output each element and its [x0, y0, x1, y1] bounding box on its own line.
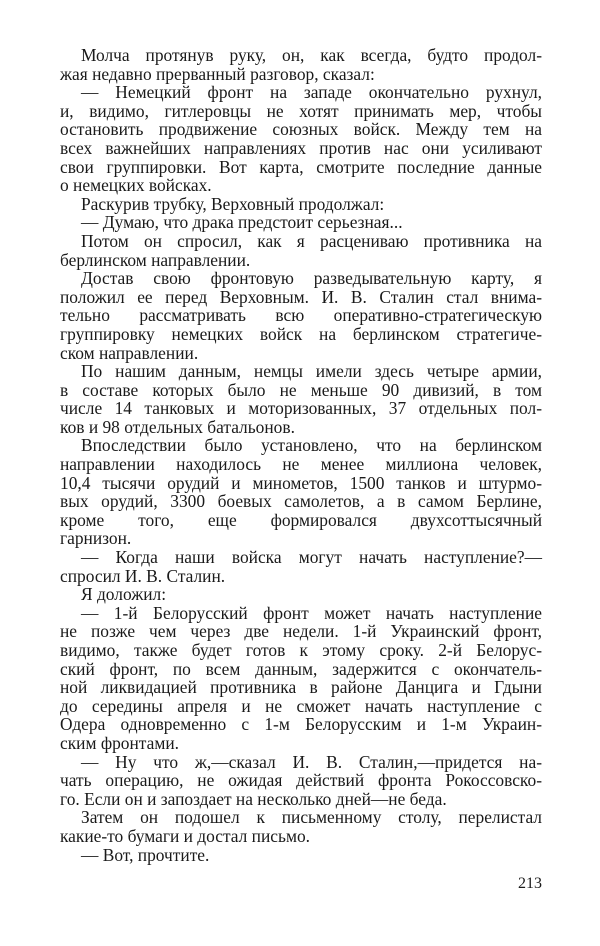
paragraph	[60, 213, 542, 232]
text-line: ский фронт, по всем данным, задержится с окончатель-	[60, 658, 542, 679]
text-line: ной ликвидацией противника в районе Данцига и Гдыни	[60, 677, 542, 698]
text-line: жая недавно прерванный разговор, сказал:	[60, 63, 375, 84]
text-line: 10,4 тысячи орудий и минометов, 1500 танков и штурмо-	[60, 472, 542, 493]
text-line: тельно рассматривать всю оперативно-стратегическую	[60, 305, 542, 326]
text-line: направлении находилось не менее миллиона человек,	[60, 454, 542, 475]
text-line: группировку немецких войск на берлинском стратегиче-	[60, 323, 542, 344]
text-line: По нашим данным, немцы имели здесь четыре армии,	[81, 361, 542, 382]
page-number: 213	[518, 875, 542, 892]
paragraph	[60, 362, 542, 436]
text-line: — Ну что ж,—сказал И. В. Сталин,—придется на-	[81, 751, 542, 772]
text-line: — Немецкий фронт на западе окончательно рухнул,	[81, 82, 542, 103]
paragraph	[60, 846, 542, 865]
text-line: какие-то бумаги и достал письмо.	[60, 825, 310, 846]
text-line: вых орудий, 3300 боевых самолетов, а в самом Берлине,	[60, 491, 542, 512]
text-line: Затем он подошел к письменному столу, перелистал	[81, 807, 542, 828]
text-line: Потом он спросил, как я расцениваю противника на	[81, 230, 542, 251]
paragraph	[60, 83, 542, 195]
text-line: Одера одновременно с 1-м Белорусским и 1-м Украин-	[60, 714, 542, 735]
text-line: чать операцию, не ожидая действий фронта Рокоссовско-	[60, 770, 542, 791]
text-line: свои группировки. Вот карта, смотрите последние данные	[60, 156, 542, 177]
text-line: кроме того, еще формировался двухсоттысячный	[60, 509, 542, 530]
text-line: спросил И. В. Сталин.	[60, 565, 226, 586]
paragraph	[60, 753, 542, 809]
text-line: — Когда наши войска могут начать наступление?—	[81, 547, 542, 568]
text-line: всех важнейших направлениях против нас они усиливают	[60, 137, 542, 158]
text-line: ским фронтами.	[60, 732, 179, 753]
text-line: го. Если он и запоздает на несколько дней—не беда.	[60, 788, 447, 809]
text-line: Достав свою фронтовую разведывательную карту, я	[81, 268, 542, 289]
text-line: — Вот, прочтите.	[81, 844, 210, 865]
paragraph	[60, 604, 542, 753]
text-line: положил ее перед Верховным. И. В. Сталин стал внима-	[60, 286, 542, 307]
paragraph	[60, 195, 542, 214]
text-line: о немецких войсках.	[60, 175, 212, 196]
text-line: берлинском направлении.	[60, 249, 251, 270]
text-line: — Думаю, что драка предстоит серьезная...	[81, 212, 403, 233]
paragraph	[60, 585, 542, 604]
paragraph	[60, 548, 542, 585]
text-line: не позже чем через две недели. 1-й Украинский фронт,	[60, 621, 542, 642]
text-line: в составе которых было не меньше 90 дивизий, в том	[60, 379, 542, 400]
paragraph	[60, 46, 542, 83]
text-line: видимо, также будет готов к этому сроку. 2-й Белорус-	[60, 640, 542, 660]
paragraph	[60, 808, 542, 845]
text-line: Впоследствии было установлено, что на берлинском	[81, 435, 542, 456]
paragraph	[60, 436, 542, 548]
text-line: — 1-й Белорусский фронт может начать наступление	[81, 602, 542, 623]
text-line: и, видимо, гитлеровцы не хотят принимать мер, чтобы	[60, 100, 542, 121]
paragraph	[60, 269, 542, 362]
text-line: до середины апреля и не сможет начать наступление с	[60, 695, 542, 716]
text-line: Молча протянув руку, он, как всегда, будто продол-	[81, 45, 542, 65]
text-line: числе 14 танковых и моторизованных, 37 отдельных пол-	[60, 398, 542, 419]
paragraph	[60, 232, 542, 269]
text-line: остановить продвижение союзных войск. Между тем на	[60, 119, 542, 140]
book-page-text	[60, 46, 542, 864]
text-line: гарнизон.	[60, 528, 132, 549]
text-line: Я доложил:	[81, 584, 167, 605]
text-line: Раскурив трубку, Верховный продолжал:	[81, 193, 385, 214]
text-line: ков и 98 отдельных батальонов.	[60, 416, 295, 437]
text-line: ском направлении.	[60, 342, 199, 363]
